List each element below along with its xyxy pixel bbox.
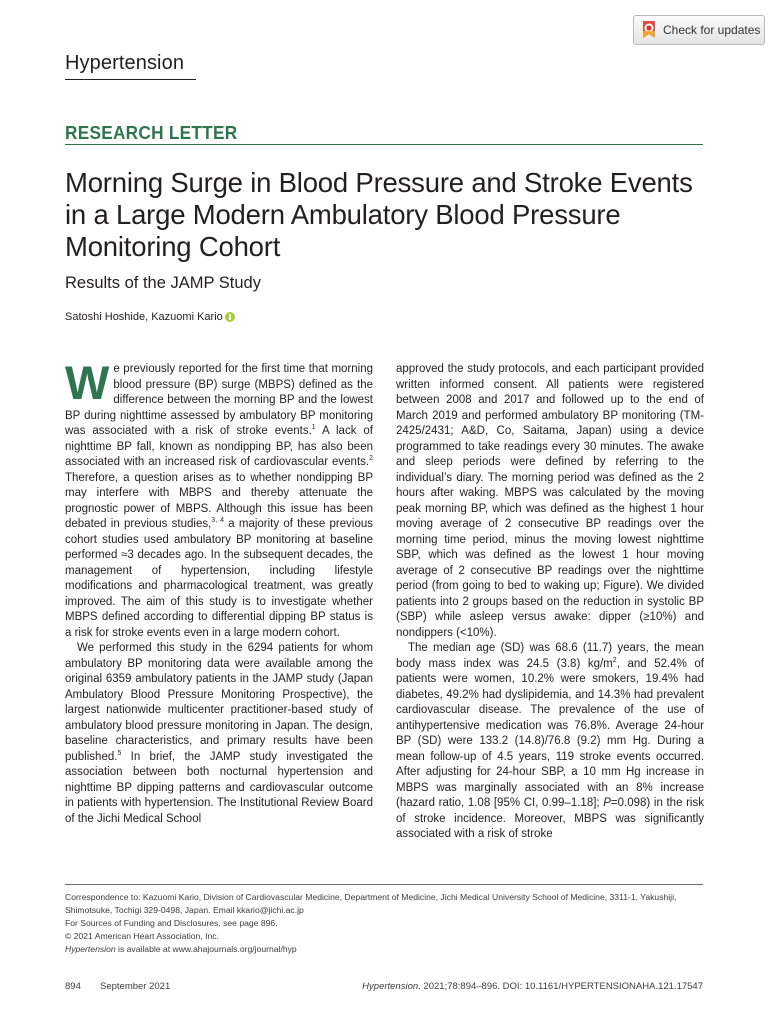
article-type-divider xyxy=(65,144,703,145)
funding-note: For Sources of Funding and Disclosures, see page 896. xyxy=(65,918,278,928)
article-title: Morning Surge in Blood Pressure and Stroke Events in a Large Modern Ambulatory Blood Pressure Monitoring Cohort xyxy=(65,167,693,262)
footnotes xyxy=(65,891,705,956)
availability-note: Hypertension is available at www.ahajournals.org/journal/hyp xyxy=(65,944,297,954)
page-number: 894 xyxy=(65,981,81,992)
body-column-right xyxy=(396,362,704,843)
reference-marker[interactable]: 5 xyxy=(117,749,122,757)
body-column-left xyxy=(65,356,373,827)
body-paragraph: We performed this study in the 6294 patients for whom ambulatory BP monitoring data were available among the original 6359 ambulatory patients in the JAMP study (Japan Ambulatory Blood Pressure Monitoring Prospective), the largest nationwide multicenter practitioner-based study of ambulatory blood pressure monitoring in Japan. The design, baseline characteristics, and primary results have been published.$^5$ In brief, the JAMP study investigated the association between both nocturnal hypertension and nighttime BP dipping patterns and cardiovascular outcome in patients with hypertension. The Institutional Review Board of the Jichi Medical School xyxy=(65,642,373,825)
reference-marker[interactable]: 1 xyxy=(311,424,316,432)
check-for-updates-button[interactable] xyxy=(633,15,765,45)
body-paragraph: The median age (SD) was 68.6 (11.7) years, the mean body mass index was 24.5 (3.8) $kg/m^2$, and 52.4% of patients were women, 10.2% were smokers, 19.4% had diabetes, 49.2% had dyslipidemia, and 14.3% had prevalent cardiovascular disease. The prevalence of the use of antihypertensive medication was 76.8%. Average 24-hour BP (SD) were 133.2 (14.8)/76.8 (9.2) mm Hg. During a mean follow-up of 4.5 years, 119 stroke events occurred. After adjusting for 24-hour SBP, a 10 mm Hg increase in MBPS was marginally associated with an 8% increase (hazard ratio, 1.08 [95% CI, 0.99–1.18]; P=0.098) in the risk of stroke incidence. Moreover, MBPS was significantly associated with a risk of stroke xyxy=(396,642,704,840)
drop-cap: W xyxy=(65,356,110,409)
footnote-divider xyxy=(65,884,703,885)
superscript: 2 xyxy=(612,656,617,664)
reference-marker[interactable]: 3, 4 xyxy=(211,517,225,525)
article-type: RESEARCH LETTER xyxy=(65,122,238,143)
copyright-note: © 2021 American Heart Association, Inc. xyxy=(65,931,219,941)
reference-marker[interactable]: 2 xyxy=(369,455,373,463)
body-paragraph: We previously reported for the first time that morning blood pressure (BP) surge (MBPS) defined as the difference between the morning BP and the lowest BP during nighttime assessed by ambulatory BP monitoring was associated with a risk of stroke events.$^1$ A lack of nighttime BP fall, known as nondipping BP, has also been associated with an increased risk of cardiovascular events.$^2$ Therefore, a question arises as to whether nondipping BP may interfere with MBPS and thereby attenuate the prognostic power of MBPS. Although this issue has been debated in previous studies,$^{3, 4}$ a majority of these previous cohort studies used ambulatory BP monitoring at baseline performed ≈3 decades ago. In the subsequent decades, the management of hypertension, including lifestyle modifications and pharmacological treatment, was greatly improved. The aim of this study is to investigate whether MBPS defined according to differential dipping BP status is a risk for stroke events even in a large modern cohort. xyxy=(65,356,373,639)
author-list xyxy=(65,311,235,323)
crossmark-icon xyxy=(641,20,657,40)
article-subtitle: Results of the JAMP Study xyxy=(65,274,261,292)
body-paragraph: approved the study protocols, and each participant provided written informed consent. All patients were registered between 2008 and 2017 and followed up to the end of March 2019 and performed ambulatory BP monitoring (TM-2425/2431; A&D, Co, Saitama, Japan) using a device programmed to take readings every 30 minutes. The awake and sleep periods were defined by referring to the individual’s diary. The morning period was defined as the 2 hours after waking. MBPS was calculated by the moving peak morning BP, which was defined as the highest 1 hour moving average of 2 consecutive BP readings over the morning time period, minus the moving lowest nighttime SBP, which was defined as the lowest 1 hour moving average of 2 consecutive BP readings over the nighttime period (from going to bed to waking up; Figure). We divided patients into 2 groups based on the reduction in systolic BP (SBP) while asleep versus awake: dipper (≥10%) and nondippers (<10%). xyxy=(396,363,704,639)
citation: Hypertension. 2021;78:894–896. DOI: 10.1161/HYPERTENSIONAHA.121.17547 xyxy=(362,981,703,992)
orcid-icon[interactable] xyxy=(225,312,235,322)
p-value-symbol: P xyxy=(603,797,611,809)
journal-underline xyxy=(65,79,196,80)
issue-date: September 2021 xyxy=(100,981,171,992)
check-for-updates-label: Check for updates xyxy=(663,23,761,37)
correspondence-note: Correspondence to: Kazuomi Kario, Division of Cardiovascular Medicine, Department of Medicine, Jichi Medical University School of Medicine, 3311-1, Yakushiji, Shimotsuke, Tochigi 329-0498, Japan. Email kkario@jichi.ac.jp xyxy=(65,892,677,915)
journal-name: Hypertension xyxy=(65,52,185,74)
authors-text: Satoshi Hoshide, Kazuomi Kario xyxy=(65,311,223,323)
